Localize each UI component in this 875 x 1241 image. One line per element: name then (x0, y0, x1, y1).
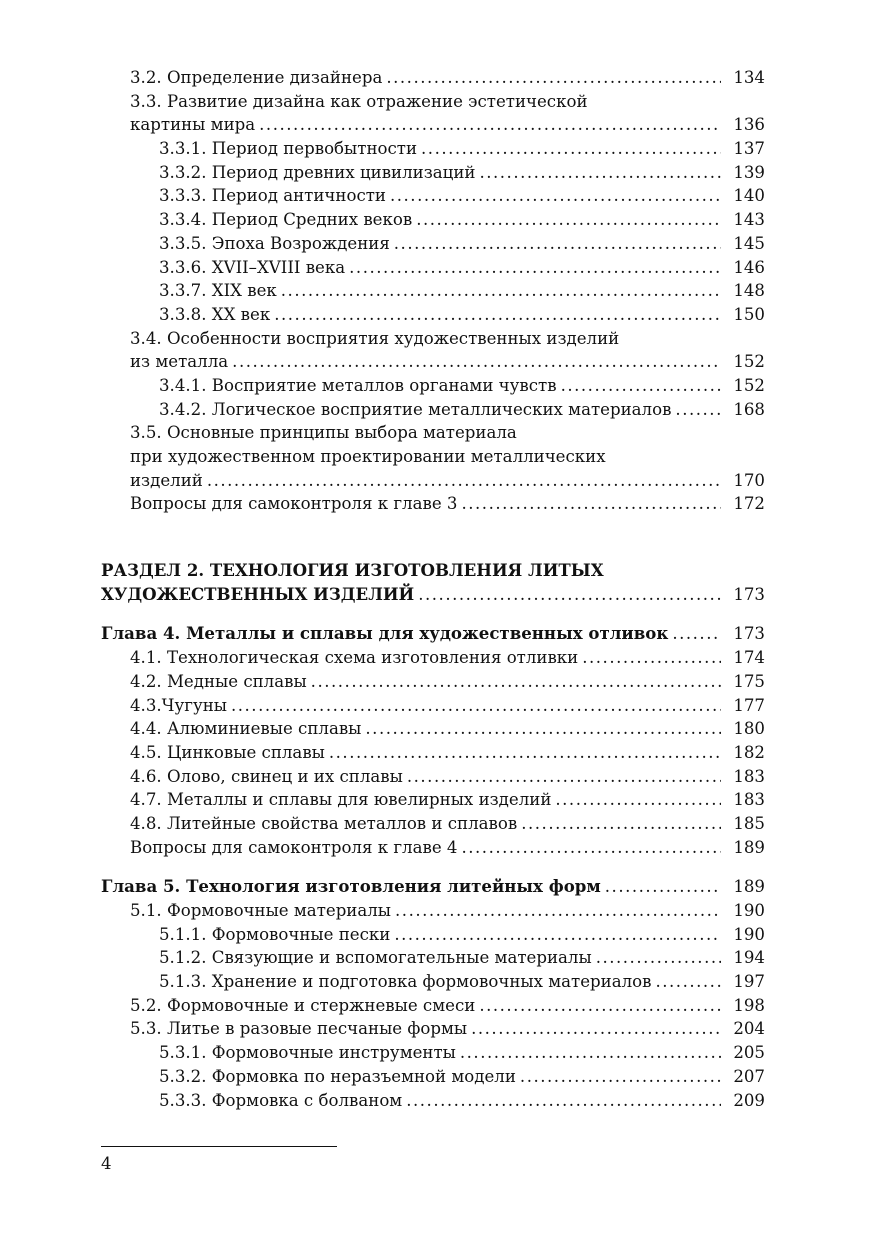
toc-entry[interactable]: 3.2. Определение дизайнера ..... 134 (101, 66, 765, 90)
toc-entry[interactable]: 5.2. Формовочные и стержневые смеси ..... 198 (101, 994, 765, 1018)
toc-entry[interactable]: 5.1.2. Связующие и вспомогательные материалы ..... 194 (101, 946, 765, 970)
chapter-heading[interactable]: Глава 5. Технология изготовления литейных форм ..... 189 (101, 875, 765, 899)
toc-entry[interactable]: 3.3.7. XIX век ..... 148 (101, 279, 765, 303)
toc-entry[interactable]: 4.1. Технологическая схема изготовления отливки ..... 174 (101, 646, 765, 670)
toc-entry-line[interactable]: 3.3. Развитие дизайна как отражение эстетической (130, 91, 588, 111)
toc-entry-line[interactable]: при художественном проектировании металлических (130, 447, 606, 466)
toc-entry[interactable]: 4.3.Чугуны ..... 177 (101, 694, 765, 718)
page-number: 4 (101, 1154, 112, 1173)
section-heading[interactable]: ХУДОЖЕСТВЕННЫХ ИЗДЕЛИЙ ..... 173 (101, 583, 765, 607)
toc-entry[interactable]: 4.6. Олово, свинец и их сплавы ..... 183 (101, 765, 765, 789)
toc-entry[interactable]: картины мира ..... 136 (101, 113, 765, 137)
toc-entry[interactable]: 4.8. Литейные свойства металлов и сплавов ..... 185 (101, 812, 765, 836)
toc-entry[interactable]: 5.3.1. Формовочные инструменты ..... 205 (101, 1041, 765, 1065)
toc-entry[interactable]: 5.1.1. Формовочные пески ..... 190 (101, 923, 765, 947)
toc-entry[interactable]: 3.4.2. Логическое восприятие металлических материалов ..... 168 (101, 398, 765, 422)
toc-entry[interactable]: 3.3.3. Период античности ..... 140 (101, 184, 765, 208)
toc-entry[interactable]: из металла ..... 152 (101, 350, 765, 374)
section-heading-line[interactable]: РАЗДЕЛ 2. ТЕХНОЛОГИЯ ИЗГОТОВЛЕНИЯ ЛИТЫХ (101, 560, 604, 581)
toc-entry[interactable]: 4.4. Алюминиевые сплавы ..... 180 (101, 717, 765, 741)
toc-entry-line[interactable]: 3.5. Основные принципы выбора материала (130, 423, 517, 443)
toc-entry[interactable]: 4.7. Металлы и сплавы для ювелирных изделий ..... 183 (101, 788, 765, 812)
table-of-contents (101, 66, 765, 1112)
toc-entry[interactable]: изделий ..... 170 (101, 469, 765, 493)
toc-entry[interactable]: 3.3.1. Период первобытности ..... 137 (101, 137, 765, 161)
toc-entry[interactable]: 3.3.6. XVII–XVIII века ..... 146 (101, 256, 765, 280)
toc-entry[interactable]: 3.3.5. Эпоха Возрождения ..... 145 (101, 232, 765, 256)
toc-entry[interactable]: 5.3.2. Формовка по неразъемной модели ..... 207 (101, 1065, 765, 1089)
toc-entry[interactable]: 3.3.8. XX век ..... 150 (101, 303, 765, 327)
toc-entry[interactable]: 3.3.4. Период Средних веков ..... 143 (101, 208, 765, 232)
toc-entry-line[interactable]: 3.4. Особенности восприятия художественных изделий (130, 328, 620, 348)
toc-entry[interactable]: Вопросы для самоконтроля к главе 3 ..... 172 (101, 492, 765, 516)
toc-entry[interactable]: 3.4.1. Восприятие металлов органами чувств ..... 152 (101, 374, 765, 398)
toc-entry[interactable]: 5.1.3. Хранение и подготовка формовочных материалов ..... 197 (101, 970, 765, 994)
toc-entry[interactable]: 5.1. Формовочные материалы ..... 190 (101, 899, 765, 923)
toc-entry[interactable]: 5.3. Литье в разовые песчаные формы ..... 204 (101, 1017, 765, 1041)
toc-entry[interactable]: 4.5. Цинковые сплавы ..... 182 (101, 741, 765, 765)
toc-entry[interactable]: 4.2. Медные сплавы ..... 175 (101, 670, 765, 694)
footer-rule (101, 1146, 337, 1147)
chapter-heading[interactable]: Глава 4. Металлы и сплавы для художественных отливок ..... 173 (101, 622, 765, 646)
toc-entry[interactable]: Вопросы для самоконтроля к главе 4 ..... 189 (101, 836, 765, 860)
toc-entry[interactable]: 5.3.3. Формовка с болваном ..... 209 (101, 1089, 765, 1113)
toc-entry[interactable]: 3.3.2. Период древних цивилизаций ..... 139 (101, 161, 765, 185)
